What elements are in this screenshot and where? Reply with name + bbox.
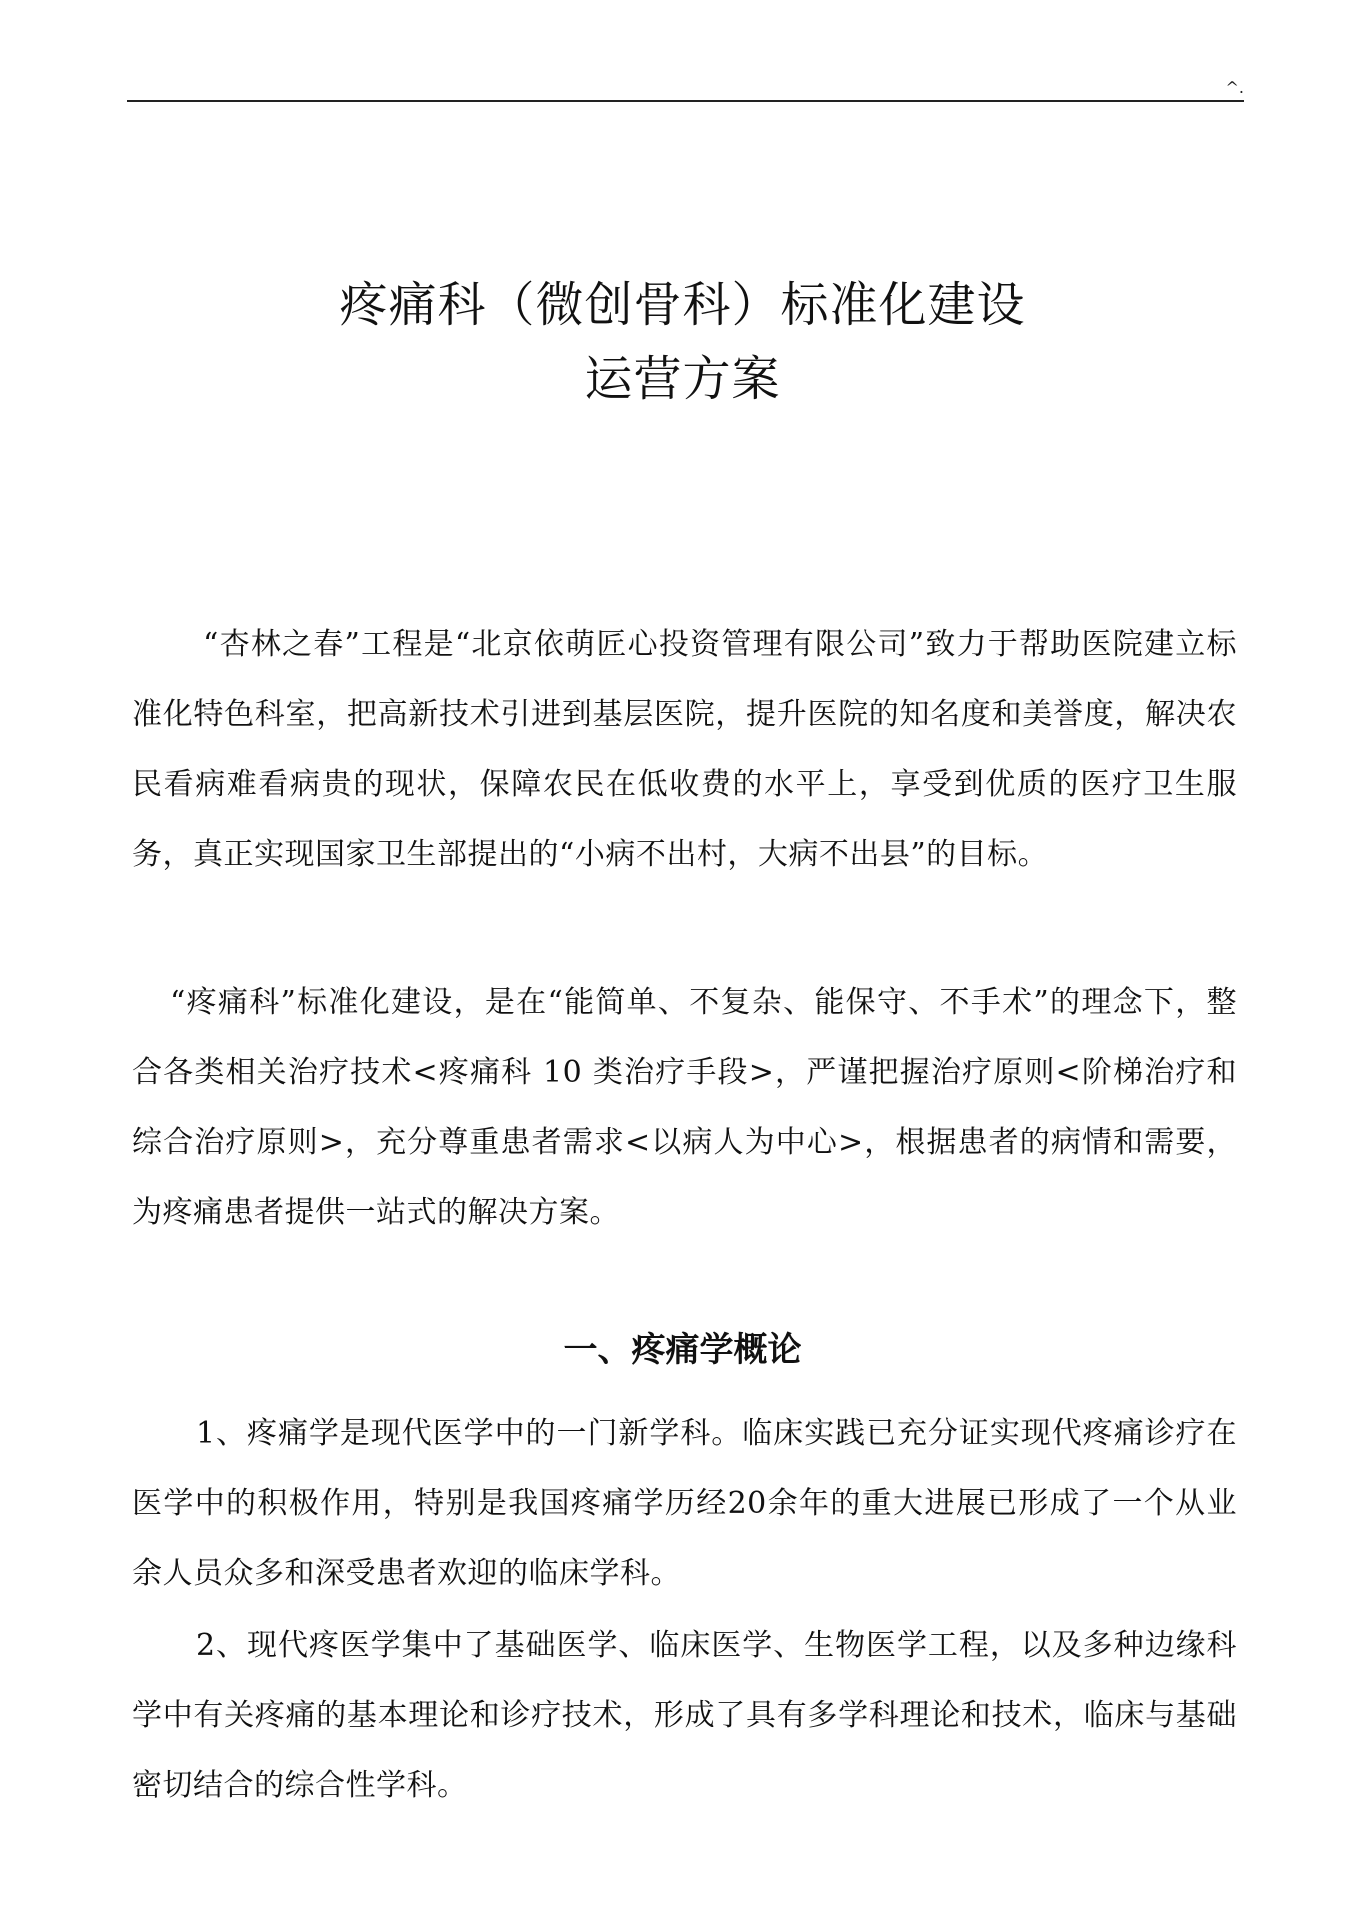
header-rule (127, 100, 1244, 102)
section-paragraph-1: 1、疼痛学是现代医学中的一门新学科。临床实践已充分证实现代疼痛诊疗在医学中的积极作用，特别是我国疼痛学历经20余年的重大进展已形成了一个从业余人员众多和深受患者欢迎的临床学科。 (132, 1416, 1237, 1591)
section-heading: 一、疼痛学概论 (563, 1330, 802, 1370)
section-paragraph-2: 2、现代疼医学集中了基础医学、临床医学、生物医学工程，以及多种边缘科学中有关疼痛的基本理论和诊疗技术，形成了具有多学科理论和技术，临床与基础密切结合的综合性学科。 (132, 1628, 1237, 1803)
header-mark: ^. (1225, 78, 1244, 97)
intro-paragraph-2: “疼痛科”标准化建设，是在“能简单、不复杂、能保守、不手术”的理念下，整合各类相关治疗技术<疼痛科 10 类治疗手段>，严谨把握治疗原则<阶梯治疗和综合治疗原则>，充分尊重患者需求<以病人为中心>，根据患者的病情和需要，为疼痛患者提供一站式的解决方案。 (132, 985, 1237, 1230)
document-title: 疼痛科（微创骨科）标准化建设 (339, 277, 1026, 333)
document-subtitle: 运营方案 (584, 351, 781, 407)
intro-paragraph-1: “杏林之春”工程是“北京依萌匠心投资管理有限公司”致力于帮助医院建立标准化特色科室，把高新技术引进到基层医院，提升医院的知名度和美誉度，解决农民看病难看病贵的现状，保障农民在低收费的水平上，享受到优质的医疗卫生服务，真正实现国家卫生部提出的“小病不出村，大病不出县”的目标。 (132, 627, 1237, 872)
